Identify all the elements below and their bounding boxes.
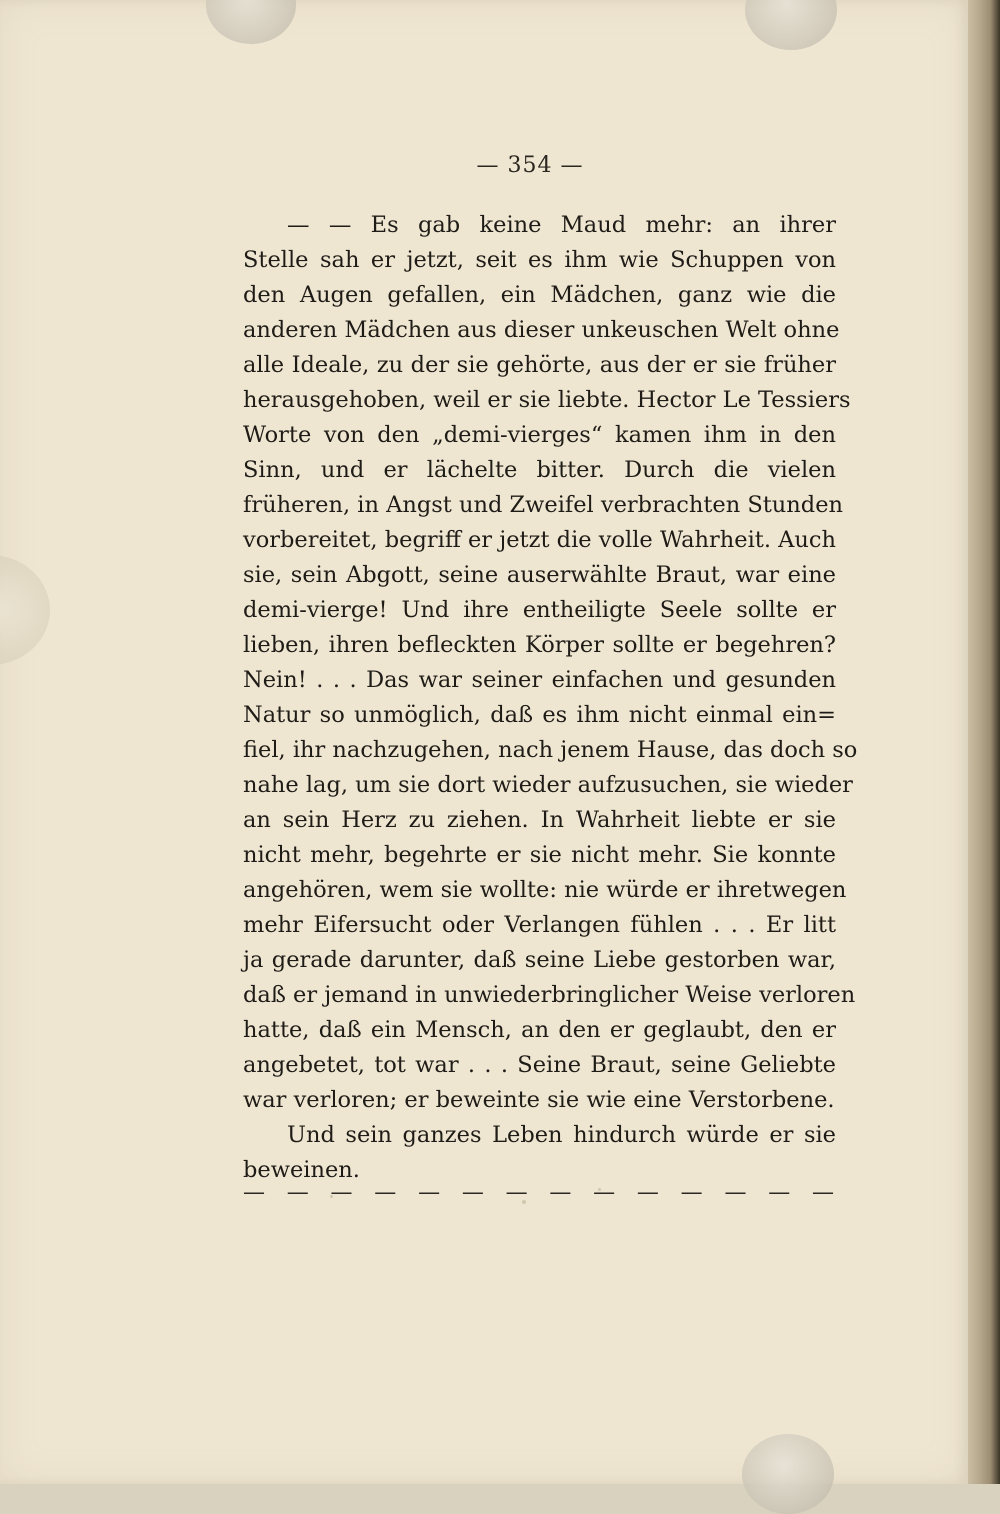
text-line: lieben, ihren befleckten Körper sollte er begehren? [243,632,836,658]
text-line: daß er jemand in unwiederbringlicher Weise verloren [243,982,856,1008]
text-line: Stelle sah er jetzt, seit es ihm wie Schuppen von [243,247,836,273]
text-line: Und sein ganzes Leben hindurch würde er sie [287,1122,836,1148]
binding-clip-top-right [745,0,837,50]
body-text [243,208,858,1188]
text-line: Natur so unmöglich, daß es ihm nicht einmal ein= [243,702,836,728]
page-tab-mark [0,555,50,665]
text-line: ja gerade darunter, daß seine Liebe gestorben war, [243,947,836,973]
text-line: nicht mehr, begehrte er sie nicht mehr. Sie konnte [243,842,836,868]
text-line: fiel, ihr nachzugehen, nach jenem Hause, das doch so [243,737,858,763]
text-line: hatte, daß ein Mensch, an den er geglaubt, den er [243,1017,836,1043]
text-line: alle Ideale, zu der sie gehörte, aus der er sie früher [243,352,836,378]
text-line: nahe lag, um sie dort wieder aufzusuchen, sie wieder [243,772,853,798]
text-line: — — Es gab keine Maud mehr: an ihrer [287,212,836,238]
text-line: vorbereitet, begriff er jetzt die volle Wahrheit. Auch [243,527,836,553]
text-line: Nein! . . . Das war seiner einfachen und gesunden [243,667,836,693]
closing-rule: — — — — — — — — — — — — — — [243,1180,836,1205]
text-line: an sein Herz zu ziehen. In Wahrheit liebte er sie [243,807,836,833]
text-line: sie, sein Abgott, seine auserwählte Braut, war eine [243,562,836,588]
text-line: anderen Mädchen aus dieser unkeuschen Welt ohne [243,317,840,343]
binding-clip-bottom-right [742,1434,834,1514]
text-line: mehr Eifersucht oder Verlangen fühlen . . . Er litt [243,912,836,938]
page-number: — 354 — [476,153,584,178]
text-line: angebetet, tot war . . . Seine Braut, seine Geliebte [243,1052,836,1078]
text-line: früheren, in Angst und Zweifel verbrachten Stunden [243,492,843,518]
text-line: Sinn, und er lächelte bitter. Durch die vielen [243,457,836,483]
text-line: angehören, wem sie wollte: nie würde er ihretwegen [243,877,847,903]
book-edge [968,0,1000,1484]
text-line: war verloren; er beweinte sie wie eine Verstorbene. [243,1087,835,1113]
text-line: Worte von den „demi-vierges“ kamen ihm in den [243,422,836,448]
text-line: beweinen. [243,1157,360,1183]
text-line: demi-vierge! Und ihre entheiligte Seele sollte er [243,597,836,623]
text-line: herausgehoben, weil er sie liebte. Hector Le Tessiers [243,387,851,413]
text-line: den Augen gefallen, ein Mädchen, ganz wie die [243,282,836,308]
binding-clip-top-left [206,0,296,44]
